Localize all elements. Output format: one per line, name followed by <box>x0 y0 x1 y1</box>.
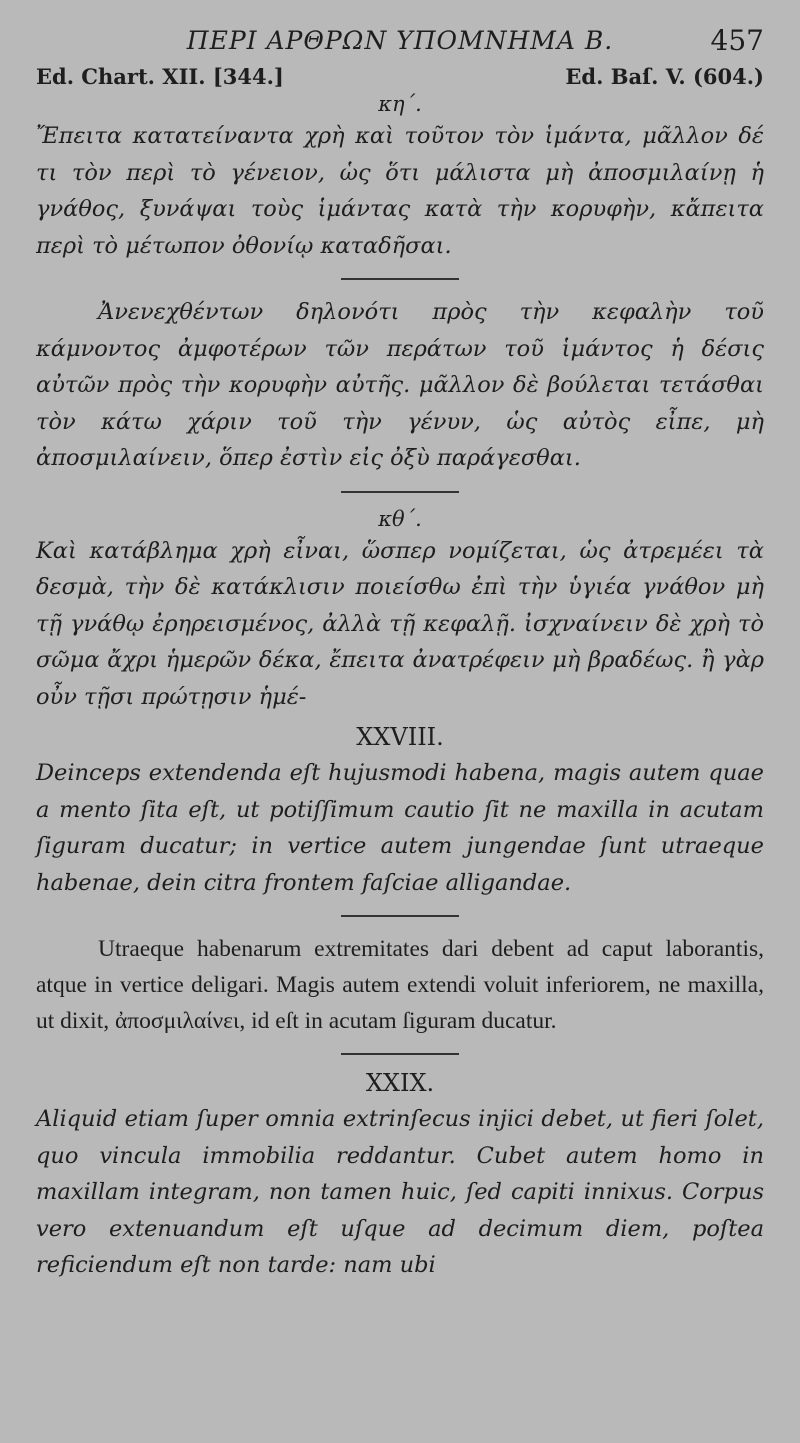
greek-commentary-28: Ἀνενεχθέντων δηλονότι πρὸς τὴν κεφαλὴν τοῦ κάμνοντος ἀμφοτέρων τῶν περάτων τοῦ ἱμάντος ἡ δέσις αὐτῶν πρὸς τὴν κορυφὴν αὐτῆς. μᾶλλον δὲ βούλεται τετάσθαι τὸν κάτω χάριν τοῦ τὴν γένυν, ὡς αὐτὸς εἶπε, μὴ ἀποσμιλαίνειν, ὅπερ ἐστὶν εἰς ὀξὺ παράγεσθαι. <box>36 299 764 471</box>
left-edition-ref: Ed. Chart. XII. [344.] <box>36 64 284 89</box>
greek-text-28: Ἔπειτα κατατείναντα χρὴ καὶ τοῦτον τὸν ἱμάντα, μᾶλλον δέ τι τὸν περὶ τὸ γένειον, ὡς ὅτι μάλιστα μὴ ἀποσμιλαίνῃ ἡ γνάθος, ξυνάψαι τοὺς ἱμάντας κατὰ τὴν κορυφὴν, κἄπειτα περὶ τὸ μέτωπον ὀθονίῳ καταδῆσαι. <box>36 123 764 259</box>
greek-text-29: Καὶ κατάβλημα χρὴ εἶναι, ὥσπερ νομίζεται, ὡς ἀτρεμέει τὰ δεσμὰ, τὴν δὲ κατάκλισιν ποιείσθω ἐπὶ τὴν ὑγιέα γνάθον μὴ τῇ γνάθῳ ἐρηρεισμένος, ἀλλὰ τῇ κεφαλῇ. ἰσχναίνειν δὲ χρὴ τὸ σῶμα ἄχρι ἡμερῶν δέκα, ἔπειτα ἀνατρέφειν μὴ βραδέως. ἢ γὰρ οὖν τῇσι πρώτῃσιν ἡμέ- <box>36 537 764 710</box>
divider-rule <box>341 1053 459 1055</box>
running-title: ΠΕΡΙ ΑΡΘΡΩΝ ΥΠΟΜΝΗΜΑ Β. <box>186 26 614 55</box>
page-number: 457 <box>710 24 764 57</box>
greek-section-number-29: κθ΄. <box>378 506 422 531</box>
latin-commentary-28: Utraeque habenarum extremitates dari debent ad caput laborantis, atque in vertice deligari. Magis autem extendi voluit inferiorem, ne maxilla, ut dixit, ἀποσμιλαίνει, id eſt in acutam ſiguram ducatur. <box>36 936 764 1034</box>
greek-section-number-28: κη΄. <box>378 92 422 116</box>
latin-section-number-29: XXIX. <box>365 1069 435 1097</box>
page-header <box>36 22 764 64</box>
latin-text-29: Aliquid etiam ſuper omnia extrinſecus injici debet, ut fieri ſolet, quo vincula immobilia reddantur. Cubet autem homo in maxillam integram, non tamen huic, ſed capiti innixus. Corpus vero extenuandum eſt uſque ad decimum diem, poſtea reficiendum eſt non tarde: nam ubi <box>36 1106 764 1278</box>
divider-rule <box>341 491 459 493</box>
divider-rule <box>341 278 459 280</box>
latin-text-28: Deinceps extendenda eſt hujusmodi habena, magis autem quae a mento ſita eſt, ut potiſſimum cautio ſit ne maxilla in acutam ſiguram ducatur; in vertice autem jungendae ſunt utraeque habenae, dein citra frontem faſciae alligandae. <box>36 760 764 896</box>
divider-rule <box>341 915 459 917</box>
latin-section-number-28: XXVIII. <box>356 723 444 751</box>
right-edition-ref: Ed. Baſ. V. (604.) <box>565 64 764 89</box>
edition-references <box>36 64 764 92</box>
